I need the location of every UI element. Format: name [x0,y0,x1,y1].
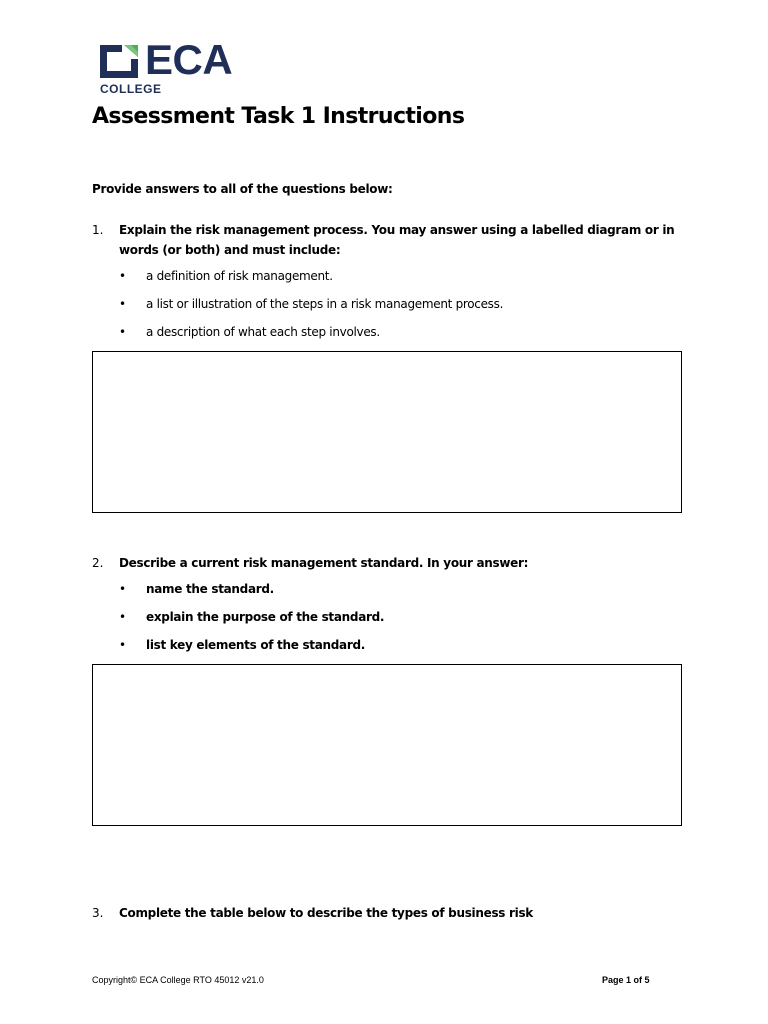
question-1-number: 1. [92,223,104,237]
logo-wordmark: ECA [145,36,233,83]
page-title: Assessment Task 1 Instructions [92,104,465,129]
question-3-text: Complete the table below to describe the types of business risk [119,906,533,920]
question-1-bullet-1: a definition of risk management. [146,269,333,283]
question-2-number: 2. [92,556,104,570]
logo-subtext: COLLEGE [100,82,162,96]
bullet-icon: • [119,610,127,624]
question-2-answer-box[interactable] [92,664,682,826]
question-1-bullet-2: a list or illustration of the steps in a risk management process. [146,297,504,311]
bullet-icon: • [119,325,127,339]
question-2-text: Describe a current risk management standard. In your answer: [119,556,529,570]
question-2-bullet-2: explain the purpose of the standard. [146,610,385,624]
question-3-number: 3. [92,906,104,920]
eca-logo-mark-icon [100,45,138,78]
intro-text: Provide answers to all of the questions below: [92,182,393,196]
question-2-bullet-1: name the standard. [146,582,274,596]
bullet-icon: • [119,582,127,596]
question-1-text: Explain the risk management process. You may answer using a labelled diagram or in words (or both) and must include: [119,223,675,257]
bullet-icon: • [119,297,127,311]
bullet-icon: • [119,269,127,283]
eca-college-logo [100,36,270,98]
footer-copyright: Copyright© ECA College RTO 45012 v21.0 [92,975,264,985]
footer-page-number: Page 1 of 5 [602,975,650,985]
bullet-icon: • [119,638,127,652]
question-2-bullet-3: list key elements of the standard. [146,638,366,652]
question-1-bullet-3: a description of what each step involves. [146,325,380,339]
question-1-answer-box[interactable] [92,351,682,513]
